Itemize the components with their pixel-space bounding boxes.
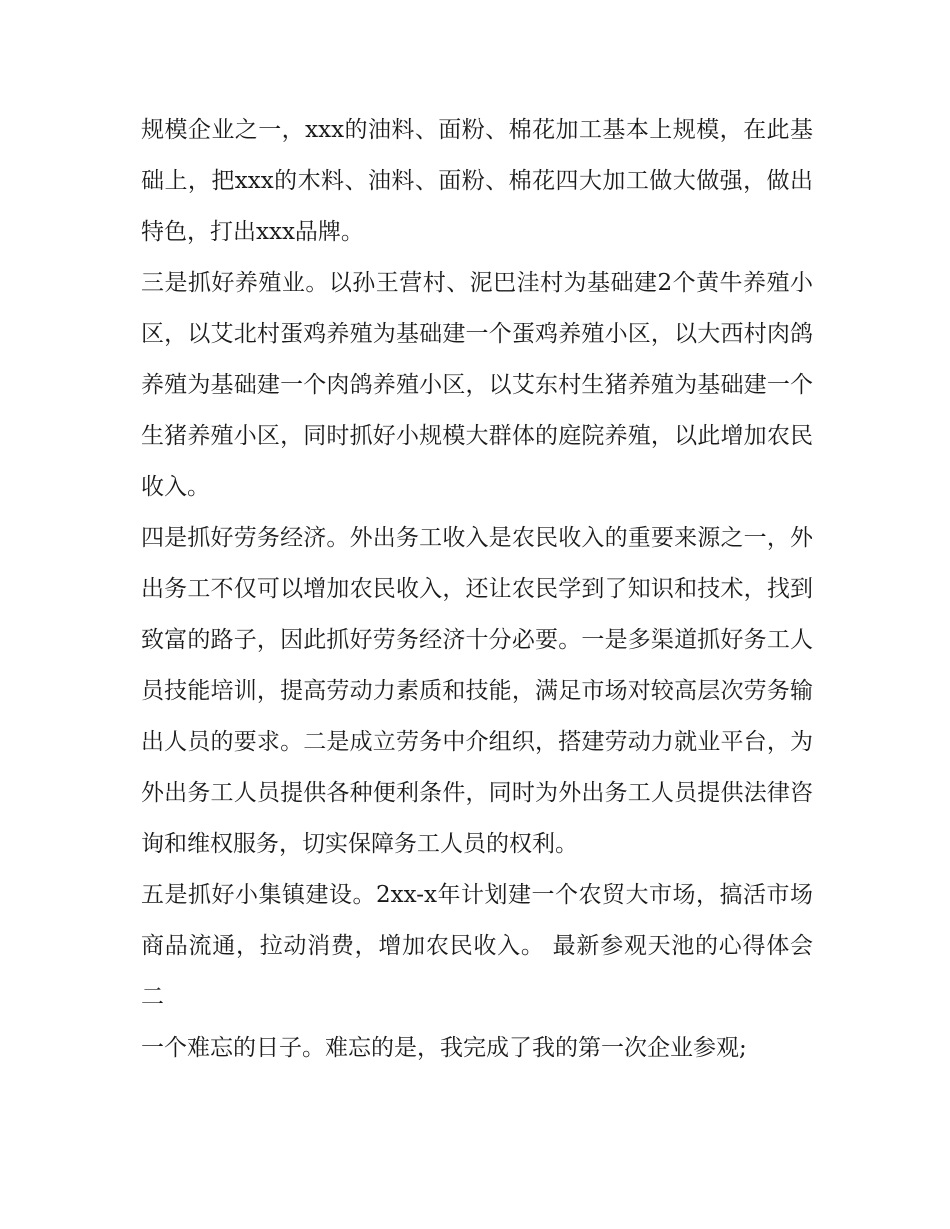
paragraph-labor-economy: 四是抓好劳务经济。外出务工收入是农民收入的重要来源之一，外出务工不仅可以增加农民收入，还让农民学到了知识和技术，找到致富的路子，因此抓好劳务经济十分必要。一是多渠道抓好务工人员技能培训，提高劳动力素质和技能，满足市场对较高层次劳务输出人员的要求。二是成立劳务中介组织，搭建劳动力就业平台，为外出务工人员提供各种便利条件，同时为外出务工人员提供法律咨询和维权服务，切实保障务工人员的权利。	[141, 525, 813, 857]
paragraph-small-town-construction: 五是抓好小集镇建设。2xx-x年计划建一个农贸大市场，搞活市场商品流通，拉动消费，增加农民收入。 最新参观天池的心得体会二	[141, 882, 813, 1010]
paragraph-livestock-breeding: 三是抓好养殖业。以孙王营村、泥巴洼村为基础建2个黄牛养殖小区，以艾北村蛋鸡养殖为基础建一个蛋鸡养殖小区，以大西村肉鸽养殖为基础建一个肉鸽养殖小区，以艾东村生猪养殖为基础建一个生猪养殖小区，同时抓好小规模大群体的庭院养殖，以此增加农民收入。	[141, 270, 813, 500]
paragraph-processing-industry: 规模企业之一，xxx的油料、面粉、棉花加工基本上规模，在此基础上，把xxx的木料、油料、面粉、棉花四大加工做大做强，做出特色，打出xxx品牌。	[141, 117, 813, 245]
document-body	[141, 105, 813, 1074]
paragraph-memorable-day: 一个难忘的日子。难忘的是，我完成了我的第一次企业参观;	[141, 1035, 747, 1061]
